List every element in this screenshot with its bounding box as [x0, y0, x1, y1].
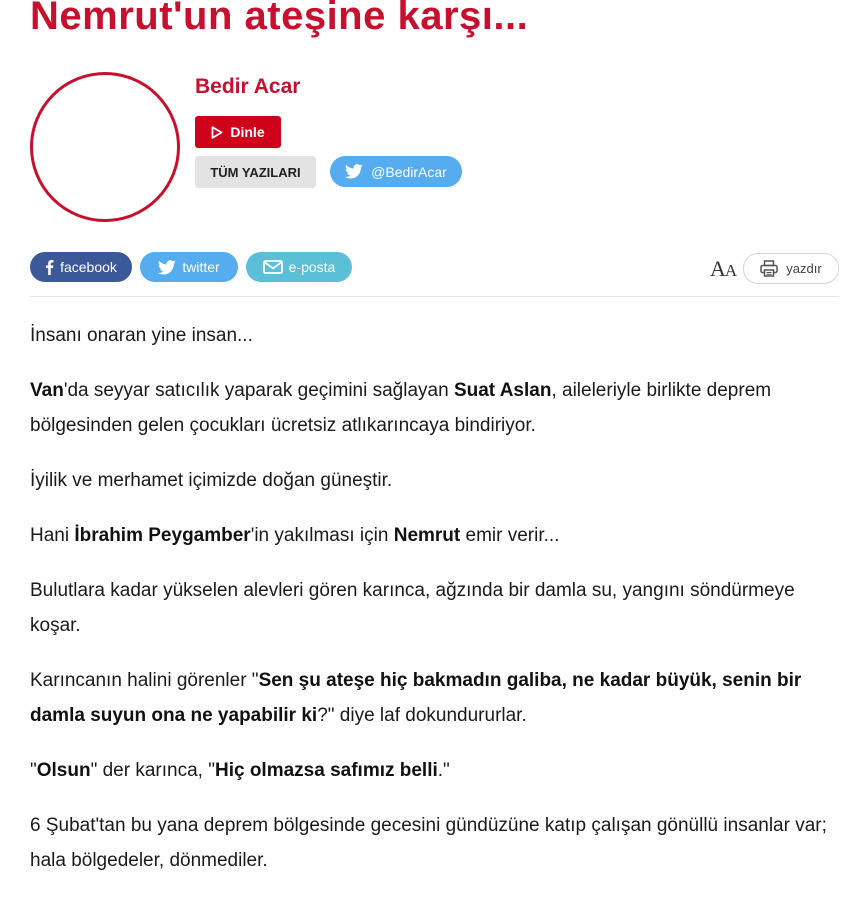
email-label: e-posta — [288, 259, 336, 275]
text: 6 Şubat'tan bu yana deprem bölgesinde gecesini gündüzüne katıp çalışan gönüllü insanlar var; hala bölgedeler, dönmediler. — [30, 815, 827, 871]
author-name[interactable]: Bedir Acar — [195, 75, 301, 98]
text: İnsanı onaran yine insan... — [30, 325, 253, 346]
twitter-handle-label: @BedirAcar — [371, 163, 447, 180]
paragraph — [30, 518, 845, 553]
text: " der karınca, " — [90, 760, 215, 781]
text: emir verir... — [460, 525, 560, 546]
twitter-icon — [158, 260, 176, 275]
play-icon — [211, 126, 223, 139]
font-size-small: A — [724, 261, 737, 280]
bold-text: Suat Aslan — [453, 380, 552, 401]
twitter-bird-icon — [345, 164, 363, 179]
share-facebook-button[interactable] — [30, 252, 132, 282]
paragraph — [30, 573, 845, 643]
paragraph — [30, 753, 845, 788]
article-title: Nemrut'un ateşine karşı... — [30, 0, 529, 38]
paragraph — [30, 808, 845, 878]
article-body — [30, 318, 845, 898]
all-posts-button[interactable]: TÜM YAZILARI — [195, 156, 316, 188]
share-twitter-button[interactable] — [140, 252, 238, 282]
printer-icon — [760, 260, 778, 277]
font-size-large: A — [710, 256, 725, 281]
paragraph — [30, 318, 845, 353]
bold-text: Sen şu ateşe hiç bakmadın galiba, ne kadar büyük, senin bir damla suyun ona ne yapabilir ki — [30, 670, 802, 726]
divider — [30, 296, 839, 297]
facebook-label: facebook — [60, 259, 117, 275]
envelope-icon — [263, 260, 283, 274]
share-email-button[interactable] — [246, 252, 352, 282]
author-avatar[interactable] — [30, 72, 180, 222]
print-button[interactable] — [743, 253, 839, 284]
paragraph — [30, 663, 845, 733]
text: İyilik ve merhamet içimizde doğan güneştir. — [30, 470, 393, 491]
listen-button[interactable] — [195, 116, 281, 148]
font-size-toggle[interactable] — [710, 256, 736, 282]
print-label: yazdır — [786, 261, 822, 276]
bold-text: Olsun — [36, 760, 91, 781]
bold-text: Van — [30, 380, 64, 401]
text: ?" diye laf dokundururlar. — [317, 705, 527, 726]
text: 'in yakılması için — [250, 525, 394, 546]
twitter-handle-button[interactable] — [330, 156, 462, 187]
text: , aileleriyle birlikte deprem bölgesinden gelen çocukları ücretsiz atlıkarıncaya bindiriyor. — [30, 380, 772, 436]
listen-label: Dinle — [230, 124, 265, 140]
text: 'da seyyar satıcılık yaparak geçimini sağlayan — [63, 380, 454, 401]
bold-text: İbrahim Peygamber — [74, 525, 251, 546]
paragraph — [30, 373, 845, 443]
bold-text: Nemrut — [393, 525, 461, 546]
text: Hani — [30, 525, 75, 546]
paragraph — [30, 463, 845, 498]
facebook-icon — [45, 260, 54, 275]
text: ." — [437, 760, 450, 781]
twitter-label: twitter — [182, 259, 220, 275]
text: " — [30, 760, 37, 781]
text: Bulutlara kadar yükselen alevleri gören karınca, ağzında bir damla su, yangını söndürmeye koşar. — [30, 580, 795, 636]
text: Karıncanın halini görenler " — [30, 670, 259, 691]
bold-text: Hiç olmazsa safımız belli — [214, 760, 438, 781]
